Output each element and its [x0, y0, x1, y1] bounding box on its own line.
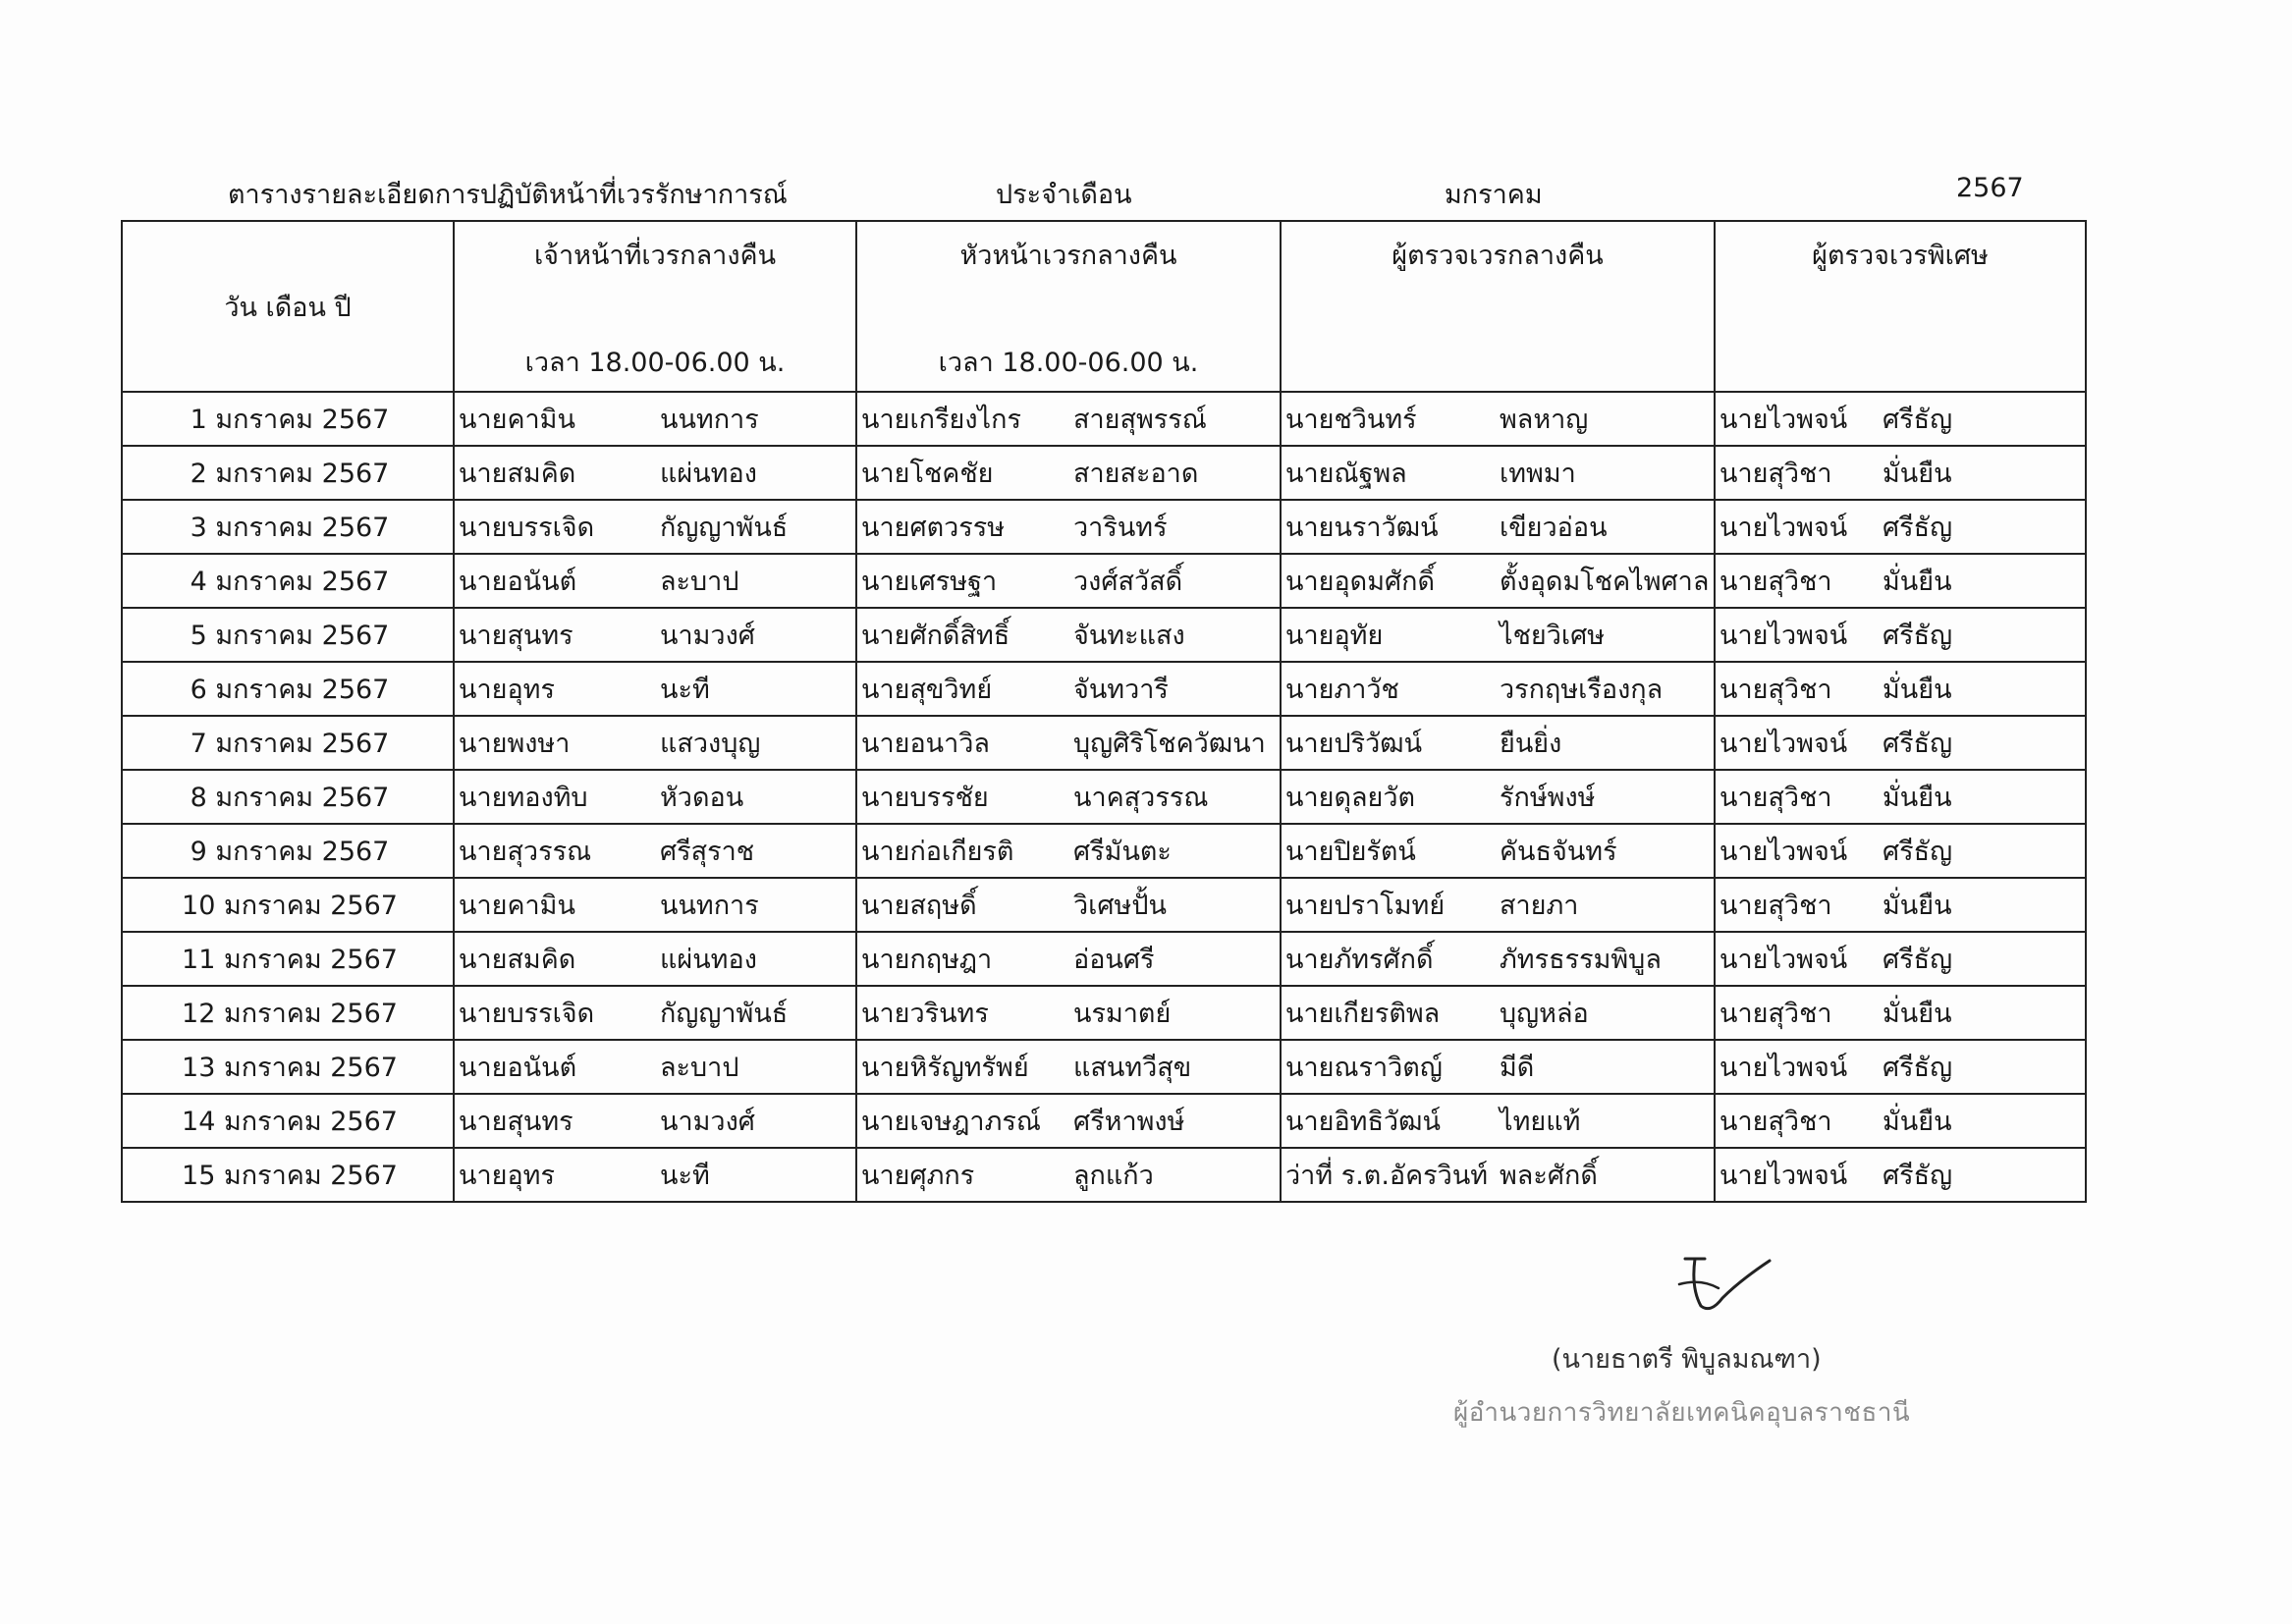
inspector-last-name: ตั้งอุดมโชคไพศาล [1500, 567, 1710, 597]
month-value: มกราคม [1445, 180, 1543, 210]
officer-first-name: นายอนันต์ [459, 1053, 577, 1083]
cell-officer [454, 716, 856, 770]
head-first-name: นายศตวรรษ [861, 513, 1006, 543]
special-last-name: ศรีธัญ [1883, 1053, 1953, 1083]
table-row [122, 608, 2086, 662]
inspector-last-name: บุญหล่อ [1500, 999, 1589, 1029]
cell-inspector [1281, 770, 1715, 824]
officer-last-name: ละบาป [660, 1053, 739, 1083]
cell-date: 14 มกราคม 2567 [122, 1094, 454, 1148]
head-first-name: นายศักดิ์สิทธิ์ [861, 621, 1010, 651]
header-night-officer-time: เวลา 18.00-06.00 น. [524, 348, 786, 378]
table-row [122, 1094, 2086, 1148]
header-night-head-label: หัวหน้าเวรกลางคืน [959, 241, 1177, 271]
inspector-last-name: ไชยวิเศษ [1500, 621, 1606, 651]
inspector-last-name: สายภา [1500, 891, 1579, 921]
officer-first-name: นายบรรเจิด [459, 999, 595, 1029]
special-last-name: มั่นยืน [1883, 675, 1952, 705]
cell-date: 3 มกราคม 2567 [122, 500, 454, 554]
cell-inspector [1281, 824, 1715, 878]
special-last-name: ศรีธัญ [1883, 837, 1953, 867]
head-first-name: นายวรินทร [861, 999, 989, 1029]
cell-date: 2 มกราคม 2567 [122, 446, 454, 500]
cell-head [856, 878, 1281, 932]
header-date [122, 221, 454, 392]
inspector-first-name: นายนราวัฒน์ [1285, 513, 1439, 543]
inspector-first-name: นายปราโมทย์ [1285, 891, 1446, 921]
table-row [122, 1040, 2086, 1094]
inspector-last-name: ไทยแท้ [1500, 1107, 1581, 1137]
table-row [122, 824, 2086, 878]
head-last-name: วารินทร์ [1073, 513, 1168, 543]
inspector-last-name: ภัทรธรรมพิบูล [1500, 945, 1662, 975]
cell-special [1715, 932, 2086, 986]
table-row [122, 932, 2086, 986]
cell-date: 8 มกราคม 2567 [122, 770, 454, 824]
head-last-name: จันทวารี [1073, 675, 1169, 705]
officer-first-name: นายสมคิด [459, 945, 576, 975]
cell-date: 6 มกราคม 2567 [122, 662, 454, 716]
inspector-first-name: นายณราวิตญ์ [1285, 1053, 1443, 1083]
inspector-first-name: นายณัฐพล [1285, 459, 1407, 489]
inspector-last-name: พลหาญ [1500, 405, 1589, 435]
cell-officer [454, 986, 856, 1040]
cell-inspector [1281, 1148, 1715, 1202]
officer-first-name: นายทองทิบ [459, 783, 588, 813]
inspector-first-name: นายปริวัฒน์ [1285, 729, 1423, 759]
cell-date: 4 มกราคม 2567 [122, 554, 454, 608]
head-last-name: ศรีมันตะ [1073, 837, 1172, 867]
cell-special [1715, 770, 2086, 824]
special-first-name: นายสุวิชา [1719, 567, 1832, 597]
special-last-name: มั่นยืน [1883, 891, 1952, 921]
cell-date: 15 มกราคม 2567 [122, 1148, 454, 1202]
cell-head [856, 608, 1281, 662]
inspector-first-name: นายชวินทร์ [1285, 405, 1417, 435]
cell-inspector [1281, 1094, 1715, 1148]
officer-last-name: แสวงบุญ [660, 729, 761, 759]
cell-head [856, 824, 1281, 878]
officer-first-name: นายคามิน [459, 405, 575, 435]
cell-inspector [1281, 716, 1715, 770]
cell-head [856, 770, 1281, 824]
head-first-name: นายสฤษดิ์ [861, 891, 977, 921]
officer-first-name: นายอนันต์ [459, 567, 577, 597]
special-first-name: นายสุวิชา [1719, 783, 1832, 813]
roster-body [122, 392, 2086, 1202]
cell-officer [454, 500, 856, 554]
officer-last-name: แผ่นทอง [660, 459, 757, 489]
inspector-last-name: วรกฤษเรืองกุล [1500, 675, 1664, 705]
cell-officer [454, 878, 856, 932]
special-last-name: ศรีธัญ [1883, 513, 1953, 543]
inspector-last-name: เทพมา [1500, 459, 1576, 489]
special-first-name: นายสุวิชา [1719, 999, 1832, 1029]
cell-officer [454, 1040, 856, 1094]
officer-first-name: นายสุวรรณ [459, 837, 592, 867]
cell-officer [454, 770, 856, 824]
cell-officer [454, 554, 856, 608]
cell-special [1715, 986, 2086, 1040]
inspector-first-name: นายอุดมศักดิ์ [1285, 567, 1436, 597]
officer-last-name: นนทการ [660, 405, 759, 435]
officer-last-name: นามวงศ์ [660, 1107, 755, 1137]
special-last-name: มั่นยืน [1883, 459, 1952, 489]
cell-officer [454, 824, 856, 878]
cell-date: 9 มกราคม 2567 [122, 824, 454, 878]
cell-special [1715, 608, 2086, 662]
table-row [122, 446, 2086, 500]
cell-head [856, 392, 1281, 446]
special-first-name: นายสุวิชา [1719, 675, 1832, 705]
head-last-name: นาคสุวรรณ [1073, 783, 1209, 813]
special-first-name: นายไวพจน์ [1719, 513, 1848, 543]
head-last-name: ศรีหาพงษ์ [1073, 1107, 1185, 1137]
inspector-first-name: นายปิยรัตน์ [1285, 837, 1416, 867]
table-row [122, 716, 2086, 770]
cell-special [1715, 1094, 2086, 1148]
header-night-officer-label: เจ้าหน้าที่เวรกลางคืน [533, 241, 777, 271]
signature-mark [1671, 1249, 1779, 1318]
cell-inspector [1281, 986, 1715, 1040]
cell-officer [454, 608, 856, 662]
cell-special [1715, 824, 2086, 878]
cell-inspector [1281, 608, 1715, 662]
special-last-name: มั่นยืน [1883, 1107, 1952, 1137]
head-first-name: นายสุขวิทย์ [861, 675, 993, 705]
cell-head [856, 500, 1281, 554]
signatory-name: (นายธาตรี พิบูลมณฑา) [1552, 1344, 1822, 1375]
cell-special [1715, 1040, 2086, 1094]
header-special-inspector [1715, 221, 2086, 392]
cell-date: 1 มกราคม 2567 [122, 392, 454, 446]
officer-last-name: ละบาป [660, 567, 739, 597]
officer-first-name: นายสุนทร [459, 1107, 573, 1137]
table-row [122, 770, 2086, 824]
head-last-name: วิเศษปั้น [1073, 891, 1167, 921]
cell-head [856, 932, 1281, 986]
special-first-name: นายไวพจน์ [1719, 1161, 1848, 1191]
special-last-name: มั่นยืน [1883, 783, 1952, 813]
cell-inspector [1281, 932, 1715, 986]
cell-special [1715, 500, 2086, 554]
head-first-name: นายเศรษฐา [861, 567, 998, 597]
cell-head [856, 446, 1281, 500]
header-night-inspector [1281, 221, 1715, 392]
special-first-name: นายไวพจน์ [1719, 837, 1848, 867]
head-last-name: วงศ์สวัสดิ์ [1073, 567, 1183, 597]
cell-date: 13 มกราคม 2567 [122, 1040, 454, 1094]
inspector-last-name: รักษ์พงษ์ [1500, 783, 1596, 813]
cell-inspector [1281, 1040, 1715, 1094]
special-last-name: ศรีธัญ [1883, 1161, 1953, 1191]
table-row [122, 986, 2086, 1040]
inspector-first-name: นายภาวัช [1285, 675, 1399, 705]
inspector-last-name: ยืนยิ่ง [1500, 729, 1562, 759]
header-date-label: วัน เดือน ปี [224, 292, 352, 323]
officer-first-name: นายสุนทร [459, 621, 573, 651]
cell-inspector [1281, 500, 1715, 554]
table-row [122, 1148, 2086, 1202]
special-first-name: นายไวพจน์ [1719, 405, 1848, 435]
cell-officer [454, 662, 856, 716]
table-row [122, 662, 2086, 716]
header-night-inspector-label: ผู้ตรวจเวรกลางคืน [1392, 241, 1604, 271]
inspector-last-name: พละศักดิ์ [1500, 1161, 1598, 1191]
header-night-head [856, 221, 1281, 392]
special-last-name: ศรีธัญ [1883, 621, 1953, 651]
inspector-first-name: นายอิทธิวัฒน์ [1285, 1107, 1441, 1137]
cell-date: 11 มกราคม 2567 [122, 932, 454, 986]
signatory-title: ผู้อำนวยการวิทยาลัยเทคนิคอุบลราชธานี [1453, 1398, 1911, 1428]
special-last-name: ศรีธัญ [1883, 405, 1953, 435]
officer-last-name: นนทการ [660, 891, 759, 921]
head-last-name: แสนทวีสุข [1073, 1053, 1192, 1083]
cell-officer [454, 392, 856, 446]
period-label: ประจำเดือน [996, 180, 1132, 210]
cell-special [1715, 878, 2086, 932]
special-last-name: ศรีธัญ [1883, 945, 1953, 975]
cell-head [856, 1040, 1281, 1094]
inspector-first-name: นายดุลยวัต [1285, 783, 1416, 813]
cell-officer [454, 1094, 856, 1148]
officer-first-name: นายอุทร [459, 675, 555, 705]
cell-inspector [1281, 878, 1715, 932]
inspector-first-name: นายอุทัย [1285, 621, 1384, 651]
inspector-first-name: นายเกียรติพล [1285, 999, 1441, 1029]
special-last-name: มั่นยืน [1883, 567, 1952, 597]
head-last-name: ลูกแก้ว [1073, 1161, 1154, 1191]
head-first-name: นายก่อเกียรติ [861, 837, 1014, 867]
inspector-last-name: คันธจันทร์ [1500, 837, 1617, 867]
cell-head [856, 986, 1281, 1040]
cell-officer [454, 446, 856, 500]
head-first-name: นายศุภกร [861, 1161, 975, 1191]
head-last-name: นรมาตย์ [1073, 999, 1172, 1029]
officer-last-name: นะที [660, 1161, 710, 1191]
header-night-officer [454, 221, 856, 392]
cell-special [1715, 716, 2086, 770]
head-first-name: นายบรรชัย [861, 783, 989, 813]
head-first-name: นายหิรัญทรัพย์ [861, 1053, 1029, 1083]
special-first-name: นายไวพจน์ [1719, 729, 1848, 759]
header-night-head-time: เวลา 18.00-06.00 น. [938, 348, 1199, 378]
special-first-name: นายสุวิชา [1719, 891, 1832, 921]
table-row [122, 500, 2086, 554]
officer-first-name: นายคามิน [459, 891, 575, 921]
special-first-name: นายไวพจน์ [1719, 945, 1848, 975]
cell-date: 10 มกราคม 2567 [122, 878, 454, 932]
head-last-name: สายสุพรรณ์ [1073, 405, 1207, 435]
cell-head [856, 1094, 1281, 1148]
head-first-name: นายอนาวิล [861, 729, 990, 759]
duty-roster-table [121, 220, 2087, 1203]
cell-special [1715, 1148, 2086, 1202]
special-first-name: นายสุวิชา [1719, 459, 1832, 489]
cell-date: 7 มกราคม 2567 [122, 716, 454, 770]
year-value: 2567 [1956, 173, 2024, 203]
special-last-name: ศรีธัญ [1883, 729, 1953, 759]
document-title: ตารางรายละเอียดการปฏิบัติหน้าที่เวรรักษาการณ์ [228, 180, 788, 210]
cell-inspector [1281, 446, 1715, 500]
cell-special [1715, 554, 2086, 608]
head-last-name: จันทะแสง [1073, 621, 1185, 651]
cell-officer [454, 1148, 856, 1202]
special-first-name: นายไวพจน์ [1719, 621, 1848, 651]
header-special-inspector-label: ผู้ตรวจเวรพิเศษ [1812, 241, 1989, 271]
cell-head [856, 554, 1281, 608]
special-last-name: มั่นยืน [1883, 999, 1952, 1029]
head-last-name: บุญศิริโชควัฒนา [1073, 729, 1266, 759]
head-last-name: สายสะอาด [1073, 459, 1199, 489]
officer-last-name: ศรีสุราช [660, 837, 755, 867]
officer-first-name: นายอุทร [459, 1161, 555, 1191]
inspector-last-name: มีดี [1500, 1053, 1535, 1083]
table-header-row [122, 221, 2086, 392]
officer-last-name: กัญญาพันธ์ [660, 513, 789, 543]
officer-last-name: นามวงศ์ [660, 621, 755, 651]
officer-last-name: นะที [660, 675, 710, 705]
head-first-name: นายเกรียงไกร [861, 405, 1021, 435]
cell-date: 12 มกราคม 2567 [122, 986, 454, 1040]
cell-head [856, 716, 1281, 770]
cell-inspector [1281, 554, 1715, 608]
officer-last-name: กัญญาพันธ์ [660, 999, 789, 1029]
cell-special [1715, 662, 2086, 716]
head-last-name: อ่อนศรี [1073, 945, 1155, 975]
cell-head [856, 1148, 1281, 1202]
cell-special [1715, 392, 2086, 446]
cell-date: 5 มกราคม 2567 [122, 608, 454, 662]
head-first-name: นายเจษฎาภรณ์ [861, 1107, 1041, 1137]
inspector-first-name: ว่าที่ ร.ต.อัครวินท์ [1285, 1161, 1489, 1191]
special-first-name: นายไวพจน์ [1719, 1053, 1848, 1083]
special-first-name: นายสุวิชา [1719, 1107, 1832, 1137]
table-row [122, 392, 2086, 446]
table-row [122, 554, 2086, 608]
cell-special [1715, 446, 2086, 500]
inspector-last-name: เขียวอ่อน [1500, 513, 1608, 543]
officer-first-name: นายบรรเจิด [459, 513, 595, 543]
inspector-first-name: นายภัทรศักดิ์ [1285, 945, 1434, 975]
table-row [122, 878, 2086, 932]
officer-last-name: หัวดอน [660, 783, 744, 813]
officer-first-name: นายสมคิด [459, 459, 576, 489]
head-first-name: นายโชคชัย [861, 459, 994, 489]
cell-head [856, 662, 1281, 716]
head-first-name: นายกฤษฎา [861, 945, 993, 975]
officer-first-name: นายพงษา [459, 729, 571, 759]
officer-last-name: แผ่นทอง [660, 945, 757, 975]
cell-inspector [1281, 392, 1715, 446]
cell-inspector [1281, 662, 1715, 716]
cell-officer [454, 932, 856, 986]
